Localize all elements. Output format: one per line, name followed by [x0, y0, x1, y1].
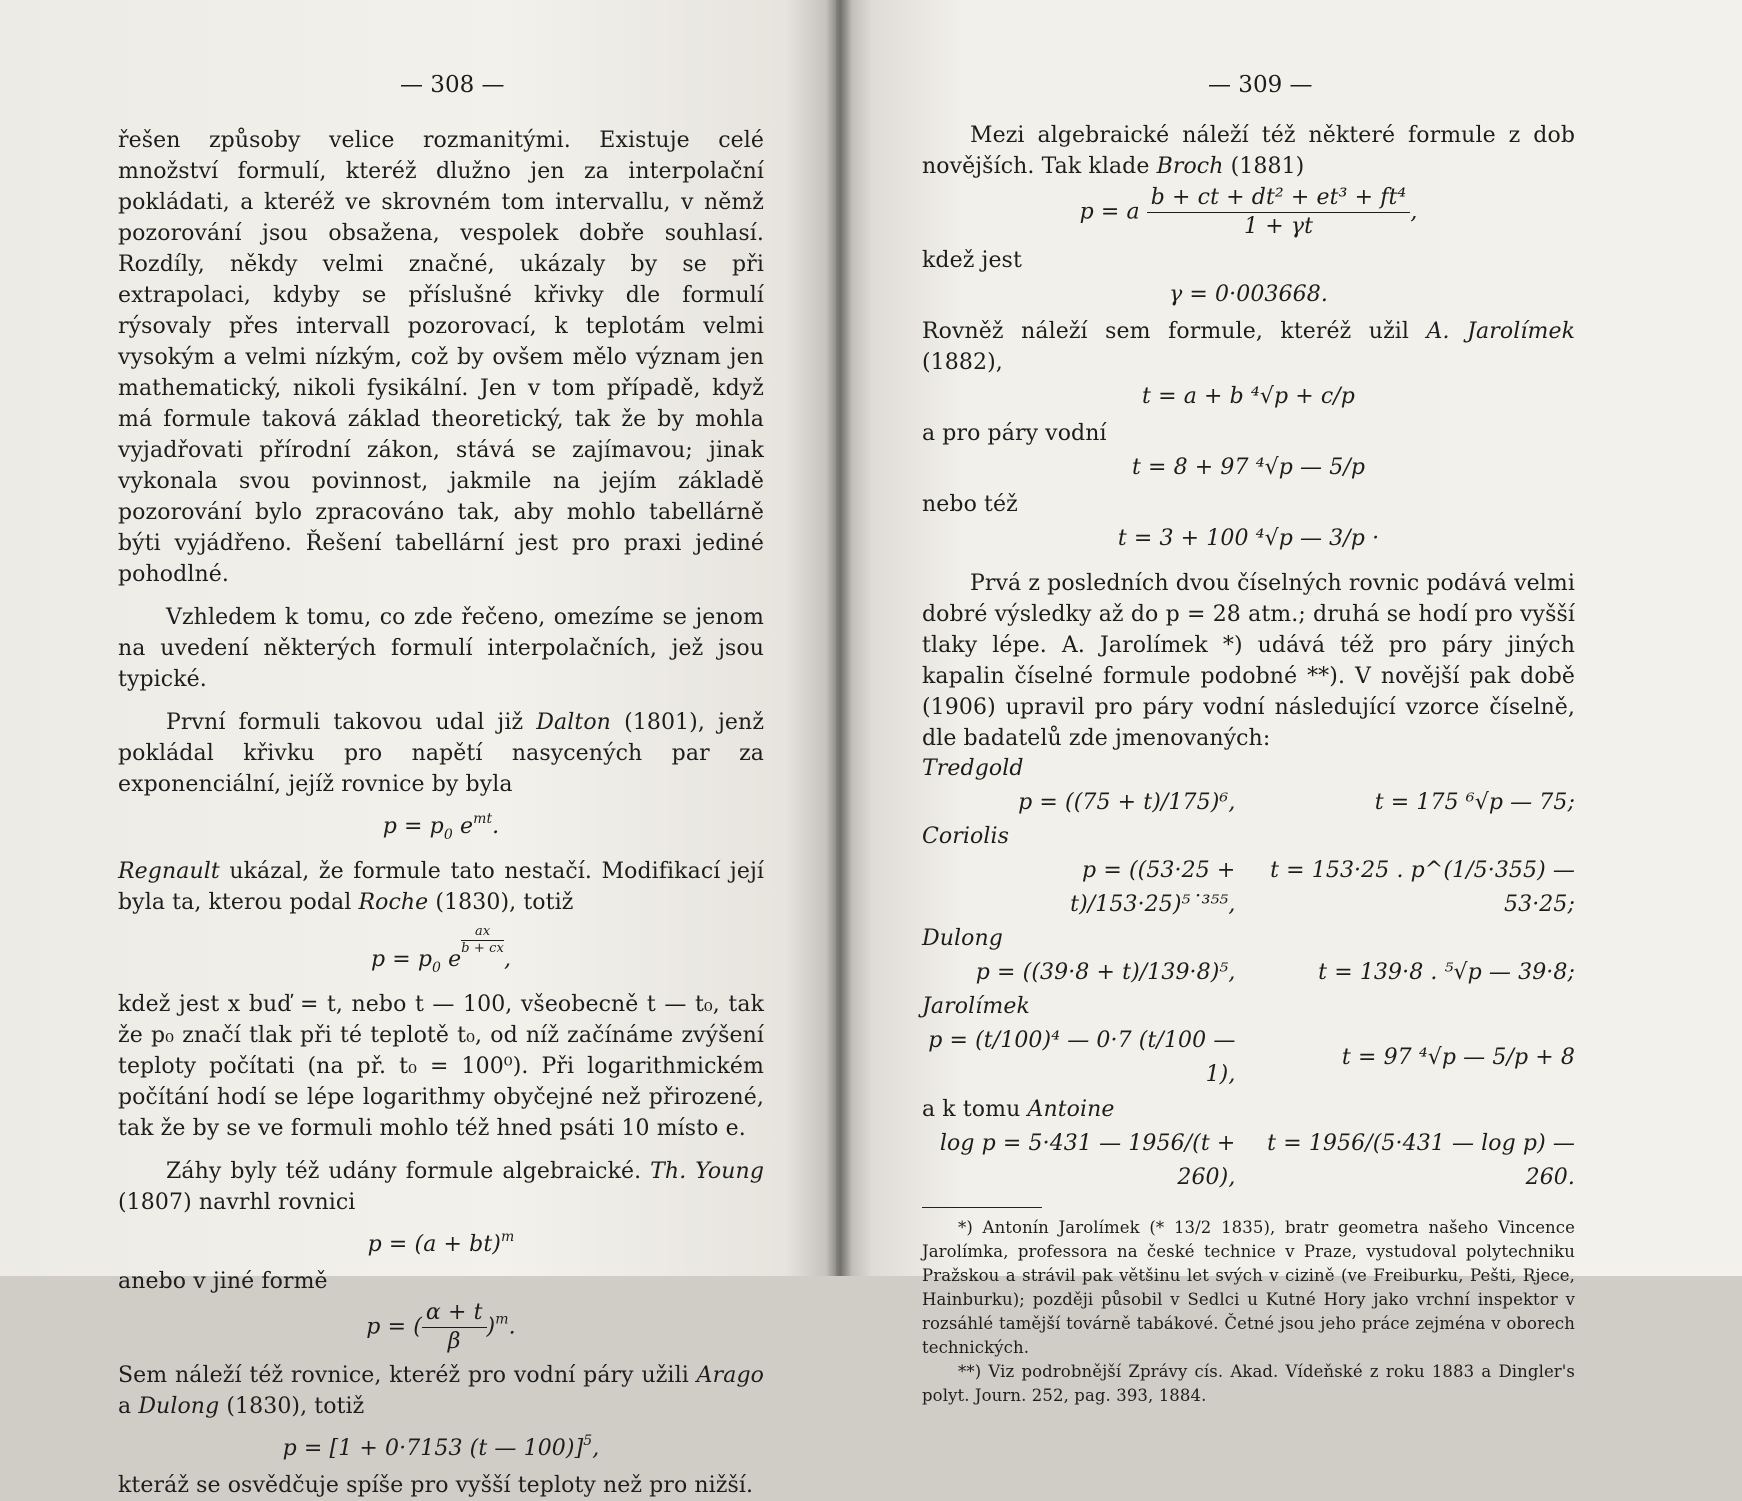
- right-column: [922, 120, 1575, 1408]
- paragraph: a k tomu Antoine: [922, 1097, 1115, 1122]
- paragraph: a pro páry vodní: [922, 421, 1107, 446]
- formula-gamma: γ = 0·003668.: [1169, 282, 1328, 307]
- author-name: Dulong: [138, 1394, 220, 1419]
- paragraph: Mezi algebraické náleží též některé formule z dob novějších. Tak klade Broch (1881): [922, 123, 1575, 179]
- formula-dalton: $p = p_0$ $e^{mt}$.: [382, 811, 500, 843]
- author-name: Th. Young: [650, 1159, 764, 1184]
- formula-label: Coriolis: [922, 824, 1010, 849]
- author-name: Antoine: [1027, 1097, 1115, 1122]
- author-name: A. Jarolímek: [1426, 319, 1575, 344]
- right-page: [836, 0, 1742, 1405]
- formula-label: Jarolímek: [922, 994, 1030, 1019]
- paragraph: řešen způsoby velice rozmanitými. Existuje celé množství formulí, kteréž dlužno jen za interpolační pokládati, a kteréž ve skrovném tom intervallu, v němž pozorování jsou obsažena, vespolek dobře souhlasí. Rozdíly, někdy velmi značné, ukázaly by se při extrapolaci, kdyby se příslušné křivky dle formulí rýsovaly přes intervall pozorovací, k teplotám velmi vysokým a velmi nízkým, což by ovšem mělo význam jen mathematický, nikoli fysikální. Jen v tom případě, když má formule taková základ theoretický, tak že by mohla vyjadřovati přírodní zákon, stává se zajímavou; jinak vykonala svou povinnost, jakmile na jejím základě pozorování bylo zpracováno tak, aby mohlo tabellárně býti vyjádřeno. Řešení tabellární jest pro praxi jediné pohodlné.: [118, 128, 764, 587]
- page-number-right: — 309 —: [1208, 72, 1313, 98]
- paragraph: Regnault ukázal, že formule tato nestačí. Modifikací její byla ta, kterou podal Roche (1830), totiž: [118, 859, 765, 915]
- text: (1801), jenž pokládal křivku pro napětí nasycených par za exponenciální, jejíž rovnice by byla: [118, 710, 765, 797]
- author-name: Dalton: [536, 710, 611, 735]
- footnote: *) Antonín Jarolímek (* 13/2 1835), bratr geometra našeho Vincence Jarolímka, professora na české technice v Praze, vystudoval polytechniku Pražskou a strávil pak většinu let svých v cizině (ve Freiburku, Pešti, Rjece, Hainburku); později působil v Sedlci u Kutné Hory jako vrchní inspektor v rozsáhlé tamější továrně tabákové. Četné jsou jeho práce zejména v oborech technických.: [922, 1218, 1575, 1357]
- formula-row-jarolimek: p = (t/100)⁴ — 0·7 (t/100 — 1), t = 97 ⁴√p — 5/p + 8: [928, 1028, 1575, 1087]
- formula-row-tredgold: p = ((75 + t)/175)⁶, t = 175 ⁶√p — 75;: [1018, 790, 1575, 815]
- formula-broch: p = a $\frac{\text{b + ct + dt² + et³ + ft⁴}}{1 + \gamma t}$ ,: [1079, 185, 1418, 239]
- paragraph: nebo též: [922, 492, 1018, 517]
- paragraph: kdež jest x buď = t, nebo t — 100, všeobecně t — t₀, tak že p₀ značí tlak při té teplotě t₀, od níž začínáme zvýšení teploty počítati (na př. t₀ = 100⁰). Při logarithmickém počítání hodí se lépe logarithmy obyčejné než přirozené, tak že by se ve formuli mohlo též hned psáti 10 místo e.: [118, 992, 764, 1141]
- paragraph: Rovněž náleží sem formule, kteréž užil A. Jarolímek (1882),: [922, 319, 1575, 375]
- formula-row-antoine: log p = 5·431 — 1956/(t + 260), t = 1956/(5·431 — log p) — 260.: [939, 1131, 1575, 1190]
- formula-label: Dulong: [922, 926, 1003, 951]
- formula-jarolimek-water-2: t = 3 + 100 ⁴√p — 3/p ·: [1117, 526, 1380, 551]
- page-number-left: — 308 —: [400, 72, 505, 98]
- formula-row-dulong: p = ((39·8 + t)/139·8)⁵, t = 139·8 . ⁵√p — 39·8;: [975, 960, 1575, 985]
- formula-label: Tredgold: [922, 756, 1024, 781]
- formula-young-alt: p = ( $\frac{\alpha + t}{\beta}$ )$^m$.: [366, 1300, 516, 1354]
- formula-roche: $p = p_0$ e $\frac{ax}{b + cx}$ ,: [370, 924, 512, 976]
- formula-arago-dulong: p = [1 + 0·7153 (t — 100)]$^5$,: [282, 1433, 600, 1461]
- author-name: Broch: [1156, 154, 1224, 179]
- footnotes: [922, 1216, 1575, 1408]
- author-name: Roche: [358, 890, 429, 915]
- formula-young: p = (a + bt)$^m$: [367, 1229, 515, 1257]
- paragraph: Vzhledem k tomu, co zde řečeno, omezíme se jenom na uvedení některých formulí interpolačních, jež jsou typické.: [118, 605, 764, 692]
- paragraph: kdež jest: [922, 248, 1022, 273]
- paragraph: [118, 707, 764, 800]
- left-page: [0, 0, 836, 1498]
- author-name: Arago: [696, 1363, 764, 1388]
- paragraph: Prvá z posledních dvou číselných rovnic podává velmi dobré výsledky až do p = 28 atm.; druhá se hodí pro vyšší tlaky lépe. A. Jarolímek *) udává též pro páry jiných kapalin číselné formule podobné **). V novější pak době (1906) upravil pro páry vodní následující vzorce číselně, dle badatelů zde jmenovaných:: [922, 571, 1575, 751]
- footnote: **) Viz podrobnější Zprávy cís. Akad. Vídeňské z roku 1883 a Dingler's polyt. Journ. 252, pag. 393, 1884.: [922, 1362, 1575, 1405]
- formula-jarolimek-water-1: t = 8 + 97 ⁴√p — 5/p: [1131, 455, 1366, 480]
- formula-jarolimek-general: t = a + b ⁴√p + c/p: [1142, 384, 1355, 409]
- author-name: Regnault: [118, 859, 220, 884]
- formula-row-coriolis: p = ((53·25 + t)/153·25)⁵˙³⁵⁵, t = 153·25 . p^(1/5·355) — 53·25;: [1070, 858, 1575, 917]
- text: První formuli takovou udal již: [166, 710, 524, 735]
- left-column: [118, 125, 764, 1501]
- paragraph: kteráž se osvědčuje spíše pro vyšší teploty než pro nižší.: [118, 1473, 754, 1498]
- footnote-rule: [922, 1207, 1042, 1208]
- paragraph: Sem náleží též rovnice, kteréž pro vodní páry užili Arago a Dulong (1830), totiž: [118, 1363, 764, 1419]
- paragraph: Záhy byly též udány formule algebraické. Th. Young (1807) navrhl rovnici: [118, 1159, 764, 1215]
- paragraph: anebo v jiné formě: [118, 1269, 328, 1294]
